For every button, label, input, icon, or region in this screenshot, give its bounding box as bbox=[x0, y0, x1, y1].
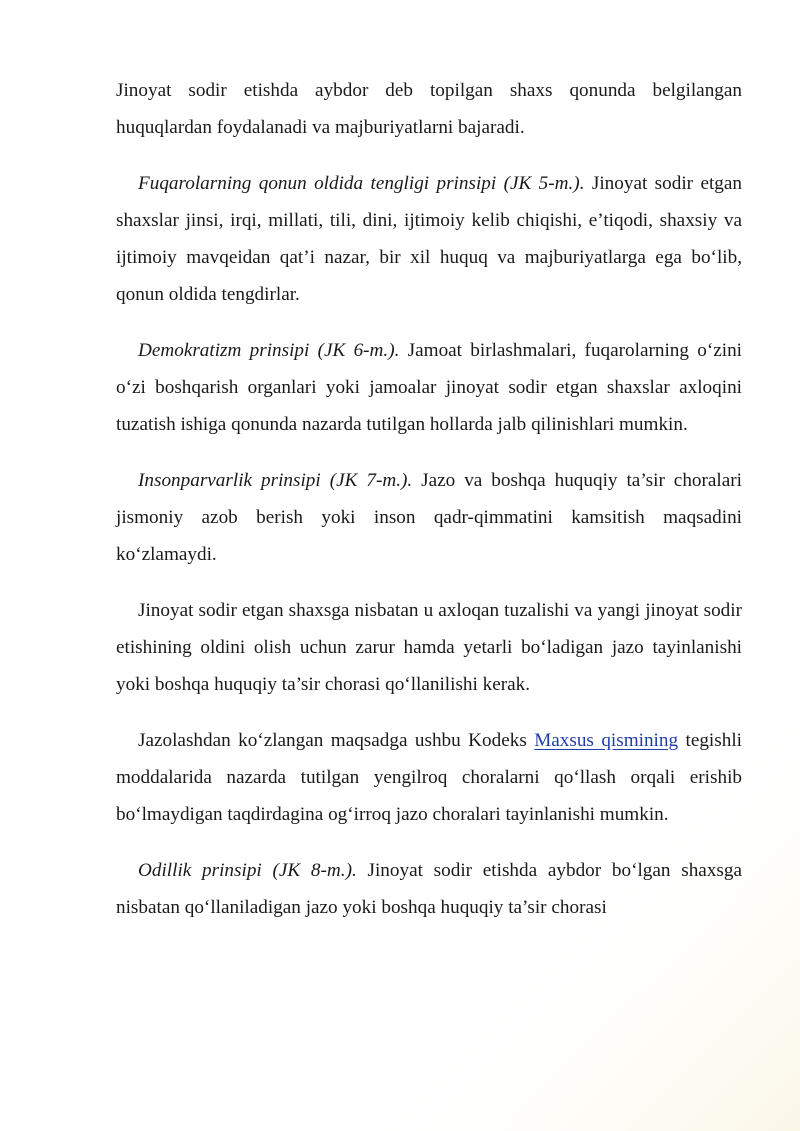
paragraph-text: Jinoyat sodir etishda aybdor deb topilgan shaxs qonunda belgilangan huquqlardan foydalanadi va majburiyatlarni bajaradi. bbox=[116, 80, 742, 138]
paragraph-text: Jamoat birlashmalari, fuqarolarning o‘zini o‘zi boshqarish organlari yoki jamoalar jinoyat sodir etgan shaxslar axloqini tuzatish ishiga qonunda nazarda tutilgan hollarda jalb qilinishlari mumkin. bbox=[116, 340, 742, 435]
document-body bbox=[116, 72, 742, 945]
principle-heading-humanism: Insonparvarlik prinsipi (JK 7-m.). bbox=[138, 470, 413, 491]
paragraph-text: Jinoyat sodir etishda aybdor bo‘lgan shaxsga nisbatan qo‘llaniladigan jazo yoki boshqa huquqiy ta’sir chorasi bbox=[116, 860, 742, 918]
paragraph-humanism-principle bbox=[116, 462, 742, 573]
paragraph-text: tegishli moddalarida nazarda tutilgan yengilroq choralarni qo‘llash orqali erishib bo‘lmaydigan taqdirdagina og‘irroq jazo choralari tayinlanishi mumkin. bbox=[116, 730, 742, 825]
paragraph-rights bbox=[116, 72, 742, 146]
paragraph-text: Jinoyat sodir etgan shaxsga nisbatan u axloqan tuzalishi va yangi jinoyat sodir etishining oldini olish uchun zarur hamda yetarli bo‘ladigan jazo tayinlanishi yoki boshqa huquqiy ta’sir chorasi qo‘llanilishi kerak. bbox=[116, 600, 742, 695]
paragraph-text: Jinoyat sodir etgan shaxslar jinsi, irqi, millati, tili, dini, ijtimoiy kelib chiqishi, e’tiqodi, shaxsiy va ijtimoiy mavqeidan qat’i nazar, bir xil huquq va majburiyatlarga ega bo‘lib, qonun oldida tengdirlar. bbox=[116, 173, 742, 305]
paragraph-text: Jazolashdan ko‘zlangan maqsadga ushbu Kodeks bbox=[138, 730, 535, 751]
paragraph-equality-principle bbox=[116, 165, 742, 313]
paragraph-justice-principle bbox=[116, 852, 742, 926]
paragraph-text: Jazo va boshqa huquqiy ta’sir choralari jismoniy azob berish yoki inson qadr-qimmatini kamsitish maqsadini ko‘zlamaydi. bbox=[116, 470, 742, 565]
principle-heading-democracy: Demokratizm prinsipi (JK 6-m.). bbox=[138, 340, 400, 361]
paragraph-lighter-measures bbox=[116, 722, 742, 833]
principle-heading-justice: Odillik prinsipi (JK 8-m.). bbox=[138, 860, 357, 881]
special-part-link[interactable]: Maxsus qismining bbox=[534, 730, 679, 751]
paragraph-punishment-purpose bbox=[116, 592, 742, 703]
principle-heading-equality: Fuqarolarning qonun oldida tengligi prinsipi (JK 5-m.). bbox=[138, 173, 585, 194]
paragraph-democracy-principle bbox=[116, 332, 742, 443]
